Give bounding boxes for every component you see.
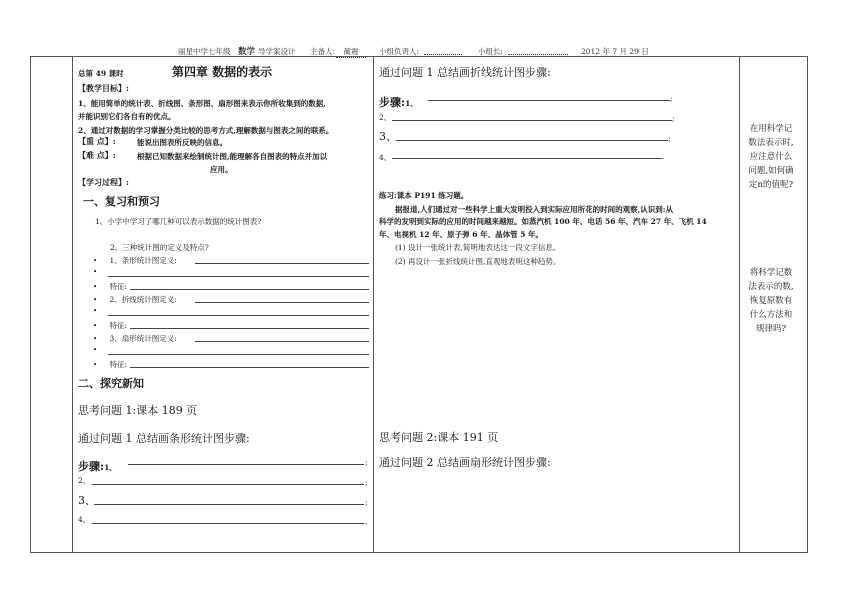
side-note-line: 问题,如何确 <box>748 166 794 176</box>
bar-step-2-num: 2、 <box>78 476 91 485</box>
pie-feature-label: 特征: <box>109 360 128 369</box>
bar-step-4-num: 4、 <box>78 515 91 524</box>
bullet: • <box>93 346 98 354</box>
process-heading: 【学习过程】: <box>78 177 129 187</box>
bullet: • <box>93 335 98 343</box>
side-note-line: 规律吗? <box>755 324 787 334</box>
bar-step-3-num: 3、 <box>78 494 96 507</box>
preparer-name: 蔺震 <box>336 46 366 58</box>
section-explore-title: 二、探究新知 <box>78 377 144 390</box>
think-question-1: 思考问题 1:课本 189 页 <box>78 404 198 417</box>
bullet: • <box>93 268 98 276</box>
difficulty-label: 【难 点】: <box>78 150 116 160</box>
pie-def-row <box>93 333 177 344</box>
chapter-title: 第四章 数据的表示 <box>172 65 273 79</box>
bar-def-label: 1、条形统计图定义: <box>109 256 177 265</box>
side-note-1 <box>743 122 799 192</box>
side-note-line: 在用科学记 <box>749 124 793 134</box>
semicolon: ; <box>365 458 368 467</box>
line-def-blank-2[interactable] <box>108 307 369 316</box>
bar-feature-blank[interactable] <box>130 281 369 290</box>
side-note-line: 法表示的数, <box>748 282 794 292</box>
line-step-1 <box>379 91 418 110</box>
bullet: • <box>93 322 98 330</box>
doc-type: 导学案设计 <box>258 47 296 56</box>
pie-feature-row <box>93 359 127 370</box>
pie-def-blank-2[interactable] <box>108 346 369 355</box>
side-note-line: 将科学记数 <box>749 268 793 278</box>
line-feature-label: 特征: <box>109 321 128 330</box>
line-step-2-blank[interactable] <box>392 111 672 121</box>
bar-step-4-blank[interactable] <box>92 514 364 524</box>
subject-name: 数学 <box>238 47 256 57</box>
bar-def-blank[interactable] <box>195 255 369 264</box>
line-def-blank[interactable] <box>195 294 369 303</box>
line-def-label: 2、折线统计图定义: <box>109 295 177 304</box>
divider-right <box>739 56 740 553</box>
line-def-row <box>93 294 177 305</box>
side-note-line: 什么方法和 <box>749 310 793 320</box>
bullet: • <box>93 361 98 369</box>
bullet: • <box>93 307 98 315</box>
bar-step-1 <box>78 455 117 474</box>
review-question-1: 1、小学中学习了哪几种可以表示数据的统计图表? <box>95 217 262 226</box>
difficulty-text-a: 根据已知数据来绘制统计图,能理解各自图表的特点并加以 <box>137 152 328 161</box>
semicolon: ; <box>668 134 671 143</box>
key-point-text: 能说出图表所反映的信息。 <box>137 138 227 147</box>
side-note-line: 数法表示时, <box>748 138 794 148</box>
step-number: 1、 <box>104 463 117 472</box>
goal-1a: 1、能用简单的统计表、折线图、条形图、扇形图来表示你所收集到的数据, <box>78 99 326 108</box>
key-point-label: 【重 点】: <box>78 136 116 146</box>
period: . <box>365 517 368 526</box>
pie-summary-prompt: 通过问题 2 总结画扇形统计图步骤: <box>379 456 551 469</box>
side-note-2 <box>743 266 799 336</box>
goals-heading: 【教学目标】: <box>78 83 129 93</box>
semicolon: ; <box>365 498 368 507</box>
preparer-label: 主备人: <box>310 47 336 56</box>
step-number: 1、 <box>405 99 418 108</box>
school-name: 丽星中学七年级 <box>178 47 231 56</box>
semicolon: ; <box>670 94 673 103</box>
think-question-2: 思考问题 2:课本 191 页 <box>379 431 499 444</box>
line-step-4-num: 4、 <box>379 153 392 162</box>
practice-question-2: (2) 再设计一张折线统计图,直观地表明这种趋势。 <box>395 257 561 266</box>
line-step-4-blank[interactable] <box>392 149 665 161</box>
practice-title: 练习:课本 P191 练习题。 <box>379 191 469 200</box>
lesson-number: 总第 49 课时 <box>78 69 124 78</box>
group-leader-blank[interactable] <box>424 46 462 55</box>
line-step-3-num: 3、 <box>379 130 397 143</box>
section-review-title: 一、复习和预习 <box>83 195 160 208</box>
side-note-line: 定n的值呢? <box>748 180 794 190</box>
goal-2: 2、通过对数据的学习掌握分类比较的思考方式,理解数据与图表之间的联系。 <box>78 126 334 135</box>
review-question-2: 2、三种统计图的定义及特点? <box>110 243 209 252</box>
bar-feature-label: 特征: <box>109 282 128 291</box>
practice-text-3: 年、电视机 12 年、原子弹 6 年、晶体管 5 年。 <box>379 230 544 239</box>
side-note-line: 恢复原数有 <box>749 296 793 306</box>
line-feature-row <box>93 320 127 331</box>
practice-question-1: (1) 设计一张统计表,简明地表达这一段文字信息。 <box>395 243 561 252</box>
divider-middle <box>373 56 374 553</box>
bar-feature-row <box>93 281 127 292</box>
semicolon: ; <box>365 478 368 487</box>
bar-step-1-blank[interactable] <box>128 455 364 465</box>
difficulty-text-b: 应用。 <box>210 165 233 174</box>
steps-label: 步骤: <box>78 460 105 473</box>
goal-1b: 并能识别它们各自有的优点。 <box>78 112 176 121</box>
period: . <box>662 152 665 161</box>
bullet: • <box>93 257 98 265</box>
practice-text-1: 据报道,人们通过对一些科学上重大发明投入到实际应用所花的时间的观察,认识到:从 <box>395 205 673 214</box>
line-step-2-num: 2、 <box>379 113 392 122</box>
bullet: • <box>93 283 98 291</box>
bar-def-blank-2[interactable] <box>108 268 369 277</box>
header-date: 2012 年 7 月 29 日 <box>581 47 649 56</box>
side-note-line: 应注意什么 <box>749 152 793 162</box>
team-leader-blank[interactable] <box>508 46 568 55</box>
line-summary-prompt: 通过问题 1 总结画折线统计图步骤: <box>379 66 551 79</box>
bullet: • <box>93 296 98 304</box>
practice-text-2: 科学的发明到实际的应用的时间越来越短。如蒸汽机 100 年、电话 56 年、汽车 27 年、飞机 14 <box>379 217 707 226</box>
line-step-3-blank[interactable] <box>396 131 668 141</box>
line-feature-blank[interactable] <box>130 320 369 329</box>
bar-summary-prompt: 通过问题 1 总结画条形统计图步骤: <box>78 432 250 445</box>
semicolon: ; <box>672 114 675 123</box>
line-step-1-blank[interactable] <box>428 91 670 101</box>
pie-def-label: 3、扇形统计图定义: <box>109 334 177 343</box>
steps-label: 步骤: <box>379 96 406 109</box>
divider-left <box>72 56 73 553</box>
bar-step-2-blank[interactable] <box>92 475 364 485</box>
pie-feature-blank[interactable] <box>130 359 369 368</box>
pie-def-blank[interactable] <box>195 333 369 342</box>
bar-step-3-blank[interactable] <box>94 495 364 505</box>
bar-def-row <box>93 255 177 266</box>
team-leader-label: 小组长: <box>478 47 504 56</box>
group-leader-label: 小组负责人: <box>379 47 420 56</box>
